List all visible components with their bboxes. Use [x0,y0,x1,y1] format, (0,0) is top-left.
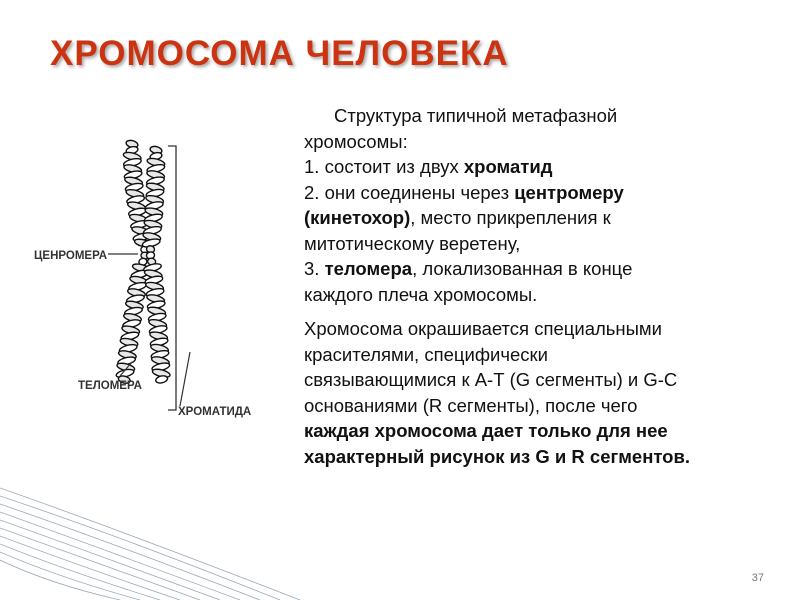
item2-bold-2: (кинетохор) [304,207,411,228]
item1-text: 1. состоит из двух [304,156,464,177]
centromere-label: ЦЕНРОМЕРА [34,250,108,262]
item2-text: 2. они соединены через [304,181,515,203]
item3-suffix: , локализованная в конце каждого плеча хромосомы. [304,258,633,305]
chromatid-label: ХРОМАТИДА [178,406,252,418]
heading-text-2: хромосомы [304,130,403,152]
item2-bold: центромеру [514,181,624,203]
slide-title: ХРОМОСОМА ЧЕЛОВЕКА [50,34,509,73]
item1-bold: хроматид [463,156,553,177]
telomere-label: ТЕЛОМЕРА [78,380,142,392]
staining-text: Хромосома окрашивается специальными красителями, специфически связывающимися к А-Т (G сегменты) и G-C основаниями (R сегменты), после чего [304,318,678,416]
staining-bold: каждая хромосома дает только для нее характерный рисунок из G и R сегментов. [304,420,690,467]
page-number: 37 [751,572,764,584]
heading-colon: : [402,130,408,152]
item3-text: 3. [304,258,325,279]
item3-bold: теломера [324,258,413,279]
item2-suffix: , место прикрепления к митотическому веретену, [304,207,611,254]
heading-text: Структура типичной метафазной [334,105,618,126]
